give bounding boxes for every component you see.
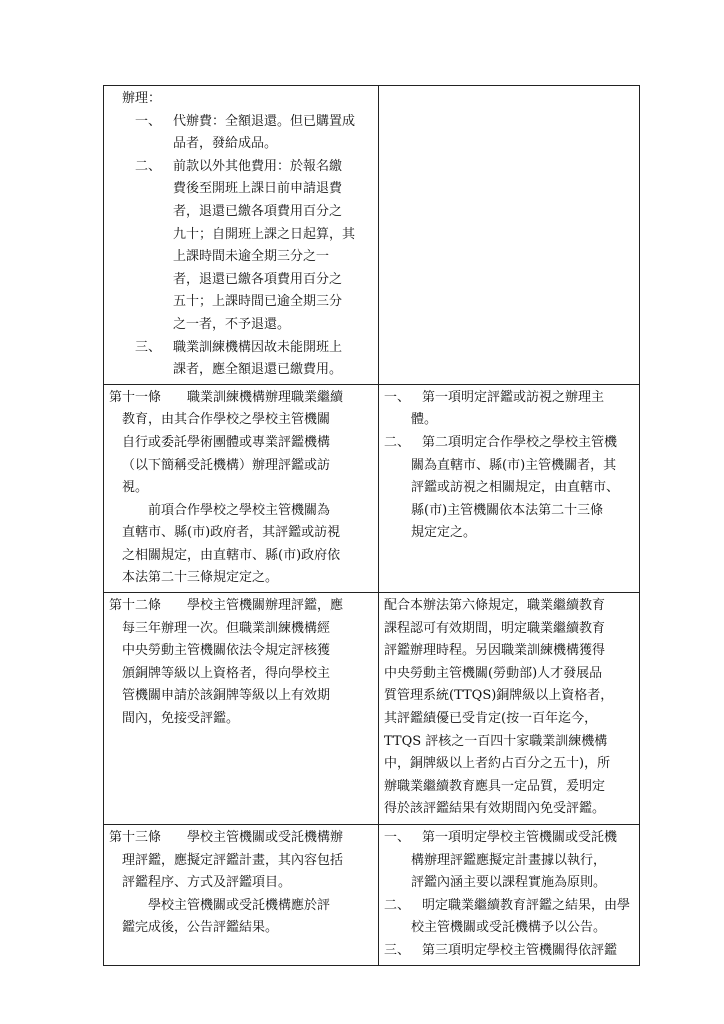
text-line (109, 156, 373, 179)
line-text: 辦理： (122, 91, 162, 106)
article-text-cell (104, 825, 379, 966)
line-text: 評鑑程序、方式及評鑑項目。 (122, 875, 292, 891)
line-text: （以下簡稱受託機構）辦理評鑑或訪 (122, 457, 331, 473)
line-text: 第一項明定評鑑或訪視之辦理主 (422, 389, 605, 405)
text-line (109, 827, 373, 850)
line-text: 學校主管機關或受託機構應於評 (148, 897, 331, 913)
line-text: 其評鑑績優已受肯定(按一百年迄今， (384, 711, 598, 727)
item-number: 一、 (384, 389, 411, 405)
text-line (109, 291, 373, 314)
line-text: 費後至開班上課日前申請退費 (173, 181, 343, 197)
line-text: 體。 (411, 412, 438, 428)
text-line (109, 224, 373, 247)
text-line (384, 917, 634, 940)
line-text: 明定職業繼續教育評鑑之結果，由學 (422, 897, 631, 913)
text-line (384, 477, 634, 500)
line-text: 間內，免接受評鑑。 (122, 711, 240, 727)
text-line (109, 567, 373, 590)
text-line (109, 111, 373, 134)
line-text: 辦職業繼續教育應具一定品質，爰明定 (384, 778, 606, 794)
line-text: 課程認可有效期間，明定職業繼續教育 (384, 620, 606, 636)
line-text: 者，退還已繳各項費用百分之 (173, 203, 343, 219)
line-text: 縣(市)主管機關依本法第二十三條 (411, 502, 604, 518)
text-line (109, 872, 373, 895)
line-text: 直轄市、縣(市)政府者，其評鑑或訪視 (122, 525, 341, 541)
article-text-cell (104, 86, 379, 385)
text-line (109, 522, 373, 545)
text-line (384, 500, 634, 523)
text-line (109, 432, 373, 455)
line-text: 每三年辦理一次。但職業訓練機構經 (122, 620, 331, 636)
line-text: 配合本辦法第六條規定，職業繼續教育 (384, 598, 606, 614)
text-line (384, 753, 634, 776)
text-line (109, 246, 373, 269)
text-line (384, 798, 634, 821)
line-text: 本法第二十三條規定定之。 (122, 570, 279, 586)
line-text: 前款以外其他費用：於報名繳 (173, 158, 343, 174)
line-text: 第三項明定學校主管機關得依評鑑 (422, 943, 618, 959)
text-line (109, 409, 373, 432)
line-text: 關為直轄市、縣(市)主管機關者，其 (411, 457, 617, 473)
explanation-cell (379, 593, 640, 825)
text-line (109, 917, 373, 940)
table-row (104, 825, 640, 966)
text-line (109, 685, 373, 708)
line-text: 評鑑辦理時程。另因職業訓練機構獲得 (384, 643, 606, 659)
line-text: 鑑完成後，公告評鑑結果。 (122, 920, 279, 936)
explanation-cell (379, 86, 640, 385)
item-number: 二、 (135, 158, 162, 174)
line-text: 者，退還已繳各項費用百分之 (173, 271, 343, 287)
line-text: TTQS 評核之一百四十家職業訓練機構 (384, 733, 608, 749)
text-line (384, 522, 634, 545)
text-line (109, 500, 373, 523)
text-line (109, 359, 373, 382)
text-line (109, 708, 373, 731)
line-text: 評鑑內涵主要以課程實施為原則。 (411, 875, 607, 891)
line-text: 理評鑑，應擬定評鑑計畫，其內容包括 (122, 852, 344, 868)
line-text: 之一者，不予退還。 (173, 316, 291, 332)
item-number: 三、 (135, 339, 162, 355)
text-line (109, 269, 373, 292)
text-line (384, 409, 634, 432)
text-line (384, 850, 634, 873)
document-page (103, 85, 638, 966)
explanation-cell (379, 825, 640, 966)
line-text: 品者，發給成品。 (173, 136, 278, 152)
line-text: 教育，由其合作學校之學校主管機關 (122, 412, 331, 428)
article-text-cell (104, 384, 379, 592)
line-text: 之相關規定，由直轄市、縣(市)政府依 (122, 547, 341, 563)
line-text: 職業訓練機構因故未能開班上 (173, 339, 343, 355)
text-line (109, 850, 373, 873)
comparison-table (103, 85, 640, 966)
line-text: 前項合作學校之學校主管機關為 (148, 502, 331, 518)
line-text: 評鑑或訪視之相關規定，由直轄市、 (411, 480, 620, 496)
line-text: 第一項明定學校主管機關或受託機 (422, 830, 618, 846)
text-line (384, 455, 634, 478)
line-text: 第十一條 職業訓練機構辦理職業繼續 (109, 389, 344, 405)
line-text: 視。 (122, 480, 149, 496)
line-text: 質管理系統(TTQS)銅牌級以上資格者， (384, 688, 614, 704)
text-line (384, 940, 634, 963)
text-line (109, 663, 373, 686)
text-line (384, 895, 634, 918)
text-line (384, 731, 634, 754)
item-number: 一、 (384, 830, 411, 846)
line-text: 構辦理評鑑應擬定計畫據以執行， (411, 852, 607, 868)
table-row (104, 86, 640, 385)
text-line (109, 640, 373, 663)
text-line (384, 663, 634, 686)
text-line (384, 432, 634, 455)
line-text: 第十三條 學校主管機關或受託機構辦 (109, 830, 344, 846)
text-line (109, 618, 373, 641)
table-row (104, 593, 640, 825)
line-text: 第二項明定合作學校之學校主管機 (422, 434, 618, 450)
explanation-cell (379, 384, 640, 592)
line-text: 自行或委託學術團體或專業評鑑機構 (122, 434, 331, 450)
text-line (384, 387, 634, 410)
text-line (109, 387, 373, 410)
text-line (384, 685, 634, 708)
text-line (109, 337, 373, 360)
text-line (109, 201, 373, 224)
text-line (109, 545, 373, 568)
line-text: 九十；自開班上課之日起算，其 (173, 226, 356, 242)
item-number: 二、 (384, 897, 411, 913)
text-line (109, 133, 373, 156)
item-number: 二、 (384, 434, 411, 450)
line-text: 中，銅牌級以上者約占百分之五十)，所 (384, 756, 611, 772)
text-line (384, 776, 634, 799)
line-text: 代辦費：全額退還。但已購置成 (173, 113, 356, 129)
text-line (384, 708, 634, 731)
text-line (109, 314, 373, 337)
line-text: 管機關申請於該銅牌等級以上有效期 (122, 688, 331, 704)
line-text: 規定定之。 (411, 525, 477, 541)
table-body (104, 86, 640, 966)
text-line (384, 595, 634, 618)
line-text: 中央勞動主管機關依法令規定評核獲 (122, 643, 331, 659)
line-text: 五十；上課時間已逾全期三分 (173, 294, 343, 310)
text-line (384, 872, 634, 895)
text-line (384, 618, 634, 641)
line-text: 上課時間未逾全期三分之一 (173, 249, 330, 265)
text-line (384, 827, 634, 850)
item-number: 一、 (135, 113, 162, 129)
line-text: 第十二條 學校主管機關辦理評鑑，應 (109, 598, 344, 614)
table-row (104, 384, 640, 592)
text-line (109, 178, 373, 201)
line-text: 校主管機關或受託機構予以公告。 (411, 920, 607, 936)
text-line (109, 595, 373, 618)
line-text: 得於該評鑑結果有效期間內免受評鑑。 (384, 801, 606, 817)
line-text: 課者，應全額退還已繳費用。 (173, 362, 343, 378)
text-line (109, 895, 373, 918)
item-number: 三、 (384, 943, 411, 959)
text-line (109, 477, 373, 500)
line-text: 頒銅牌等級以上資格者，得向學校主 (122, 665, 331, 681)
text-line (384, 640, 634, 663)
text-line (109, 88, 373, 111)
article-text-cell (104, 593, 379, 825)
line-text: 中央勞動主管機關(勞動部)人才發展品 (384, 665, 603, 681)
text-line (109, 455, 373, 478)
